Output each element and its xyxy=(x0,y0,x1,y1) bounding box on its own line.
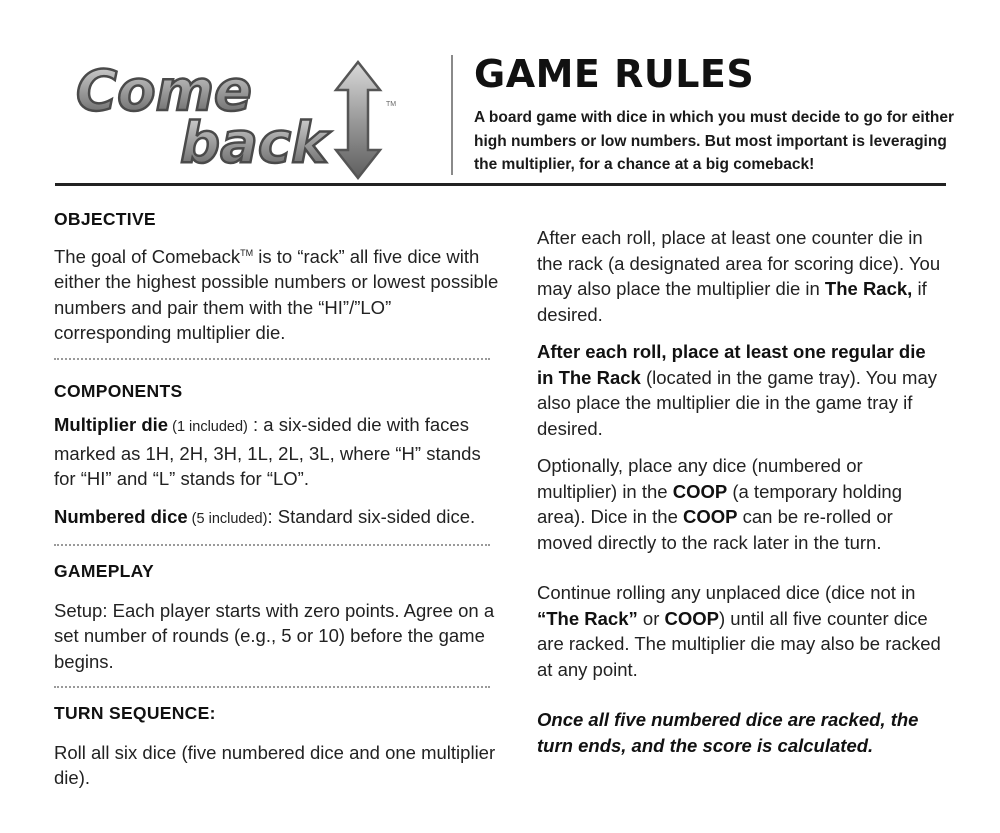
continue-rack-bold: “The Rack” xyxy=(537,607,638,629)
regular-die-text: (located in the game tray). You may also place the multiplier die in the game tray if desired. xyxy=(537,366,938,439)
coop-paragraph xyxy=(537,453,947,555)
turn-sequence-text: Roll all six dice (five numbered dice and one multiplier die). xyxy=(54,741,496,789)
left-column xyxy=(54,207,504,791)
coop-bold-2: COOP xyxy=(683,506,738,527)
coop-text-c: can be re-rolled or moved directly to the rack later in the turn. xyxy=(537,506,893,553)
gameplay-heading: GAMEPLAY xyxy=(54,561,154,582)
regular-die-bold: After each roll, place at least one regular die in The Rack xyxy=(537,341,926,388)
header-rule xyxy=(55,183,946,186)
continue-paragraph xyxy=(537,580,947,682)
continue-text-b: ) until all five counter dice are racked. The multiplier die may also be racked at any point. xyxy=(537,607,941,680)
multiplier-label: Multiplier die xyxy=(54,414,169,436)
logo-trademark: TM xyxy=(386,101,397,108)
coop-text-a: Optionally, place any dice (numbered or multiplier) in the xyxy=(537,455,863,502)
turn-sequence-heading: TURN SEQUENCE: xyxy=(54,703,216,724)
rack-bold: The Rack, xyxy=(824,278,913,299)
continue-text-a: Continue rolling any unplaced dice (dice not in xyxy=(537,582,916,603)
gameplay-text: Setup: Each player starts with zero points. Agree on a set number of rounds (e.g., 5 or 10) before the game begins. xyxy=(54,599,495,672)
numbered-label: Numbered dice xyxy=(54,505,188,527)
regular-die-paragraph xyxy=(537,339,947,441)
rack-text-a: After each roll, place at least one counter die in the rack (a designated area for scoring dice). You may also place the multiplier die in xyxy=(537,227,941,299)
right-column xyxy=(537,225,947,758)
up-down-arrow-icon xyxy=(336,62,380,178)
coop-text-b: (a temporary holding area). Dice in the xyxy=(537,480,903,527)
objective-tm: TM xyxy=(240,247,254,258)
logo-line1: Come xyxy=(76,59,252,124)
numbered-note: (5 included) xyxy=(187,510,268,527)
header-divider xyxy=(451,55,453,175)
comeback-logo xyxy=(70,58,400,183)
section-divider xyxy=(54,686,490,688)
logo-line2: back xyxy=(180,111,329,176)
section-divider xyxy=(54,358,490,360)
objective-text-b: is to “rack” all five dice with either the highest possible numbers or lowest possible numbers and pair them with the “HI”/”LO” corresponding multiplier die. xyxy=(54,245,499,344)
multiplier-text: : a six-sided die with faces marked as 1H, 2H, 3H, 1L, 2L, 3L, where “H” stands for “HI” and “L” stands for “LO”. xyxy=(54,414,481,490)
components-heading: COMPONENTS xyxy=(54,380,183,401)
intro-text: A board game with dice in which you must decide to go for either high numbers or low numbers. But most important is leveraging the multiplier, for a chance at a big comeback! xyxy=(474,109,954,173)
rack-text-b: if desired. xyxy=(537,278,927,325)
coop-bold-1: COOP xyxy=(672,480,728,502)
rack-paragraph xyxy=(537,225,947,327)
end-turn-paragraph: Once all five numbered dice are racked, the turn ends, and the score is calculated. xyxy=(537,709,919,756)
objective-text-a: The goal of Comeback xyxy=(54,245,241,267)
numbered-text: : Standard six-sided dice. xyxy=(267,505,476,527)
objective-heading: OBJECTIVE xyxy=(54,209,156,229)
continue-coop-bold: COOP xyxy=(664,607,719,629)
multiplier-note: (1 included) xyxy=(168,419,248,436)
page-title: GAME RULES xyxy=(474,52,755,96)
multiplier-description xyxy=(54,412,504,492)
continue-or: or xyxy=(637,607,665,629)
numbered-description xyxy=(54,504,504,533)
section-divider xyxy=(54,544,490,546)
objective-text xyxy=(54,241,504,346)
